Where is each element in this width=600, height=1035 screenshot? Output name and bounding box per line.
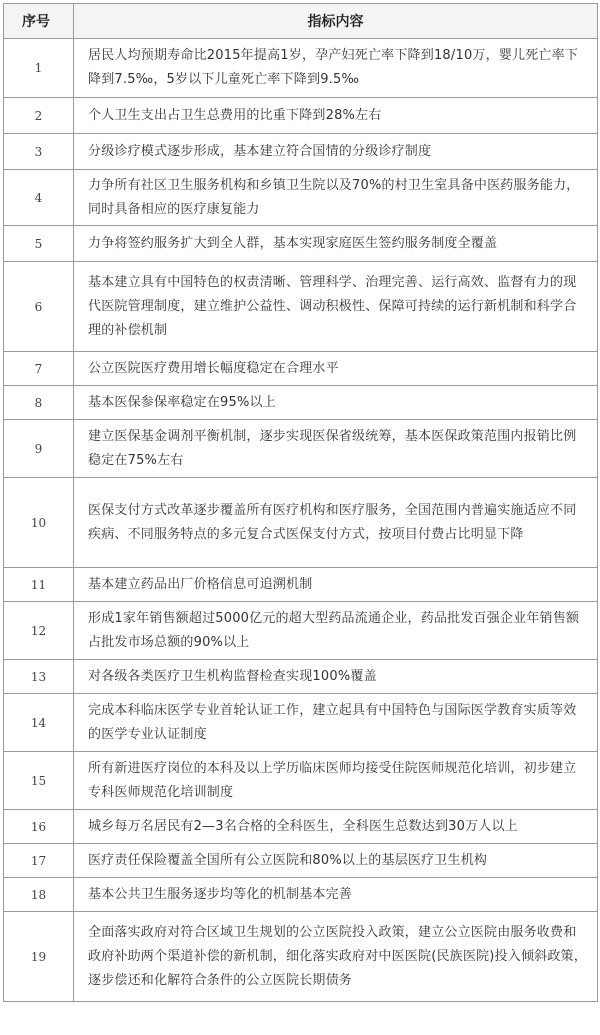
row-text: 力争所有社区卫生服务机构和乡镇卫生院以及70%的村卫生室具备中医药服务能力，同时具备相应的医疗康复能力 bbox=[74, 170, 598, 226]
table-row bbox=[4, 98, 598, 134]
row-text: 形成1家年销售额超过5000亿元的超大型药品流通企业，药品批发百强企业年销售额占批发市场总额的90%以上 bbox=[74, 602, 598, 660]
table-header-row bbox=[4, 4, 598, 39]
row-text: 对各级各类医疗卫生机构监督检查实现100%覆盖 bbox=[74, 660, 598, 694]
row-text: 基本公共卫生服务逐步均等化的机制基本完善 bbox=[74, 878, 598, 912]
row-number: 9 bbox=[4, 420, 74, 478]
table-row bbox=[4, 694, 598, 752]
row-text: 全面落实政府对符合区域卫生规划的公立医院投入政策，建立公立医院由服务收费和政府补助两个渠道补偿的新机制，细化落实政府对中医医院(民族医院)投入倾斜政策，逐步偿还和化解符合条件的公立医院长期债务 bbox=[74, 912, 598, 1002]
row-number: 13 bbox=[4, 660, 74, 694]
row-text: 城乡每万名居民有2—3名合格的全科医生，全科医生总数达到30万人以上 bbox=[74, 810, 598, 844]
row-text: 基本医保参保率稳定在95%以上 bbox=[74, 386, 598, 420]
row-number: 4 bbox=[4, 170, 74, 226]
row-number: 17 bbox=[4, 844, 74, 878]
row-text: 建立医保基金调剂平衡机制，逐步实现医保省级统筹，基本医保政策范围内报销比例稳定在75%左右 bbox=[74, 420, 598, 478]
table-row bbox=[4, 170, 598, 226]
row-text: 基本建立药品出厂价格信息可追溯机制 bbox=[74, 568, 598, 602]
table-row bbox=[4, 660, 598, 694]
row-number: 14 bbox=[4, 694, 74, 752]
row-text: 居民人均预期寿命比2015年提高1岁，孕产妇死亡率下降到18/10万，婴儿死亡率下降到7.5‰，5岁以下儿童死亡率下降到9.5‰ bbox=[74, 39, 598, 98]
row-number: 16 bbox=[4, 810, 74, 844]
row-number: 11 bbox=[4, 568, 74, 602]
row-text: 公立医院医疗费用增长幅度稳定在合理水平 bbox=[74, 352, 598, 386]
table-row bbox=[4, 352, 598, 386]
table-row bbox=[4, 602, 598, 660]
row-number: 15 bbox=[4, 752, 74, 810]
row-number: 3 bbox=[4, 134, 74, 170]
row-number: 12 bbox=[4, 602, 74, 660]
table-row bbox=[4, 752, 598, 810]
row-number: 2 bbox=[4, 98, 74, 134]
row-number: 18 bbox=[4, 878, 74, 912]
table-row bbox=[4, 844, 598, 878]
table-row bbox=[4, 478, 598, 568]
row-number: 8 bbox=[4, 386, 74, 420]
row-text: 分级诊疗模式逐步形成，基本建立符合国情的分级诊疗制度 bbox=[74, 134, 598, 170]
table-row bbox=[4, 134, 598, 170]
row-text: 所有新进医疗岗位的本科及以上学历临床医师均接受住院医师规范化培训，初步建立专科医师规范化培训制度 bbox=[74, 752, 598, 810]
row-number: 5 bbox=[4, 226, 74, 262]
header-no: 序号 bbox=[4, 4, 74, 39]
row-number: 10 bbox=[4, 478, 74, 568]
row-text: 个人卫生支出占卫生总费用的比重下降到28%左右 bbox=[74, 98, 598, 134]
table-row bbox=[4, 568, 598, 602]
table-row bbox=[4, 226, 598, 262]
row-text: 医疗责任保险覆盖全国所有公立医院和80%以上的基层医疗卫生机构 bbox=[74, 844, 598, 878]
table-row bbox=[4, 420, 598, 478]
row-number: 1 bbox=[4, 39, 74, 98]
row-text: 力争将签约服务扩大到全人群，基本实现家庭医生签约服务制度全覆盖 bbox=[74, 226, 598, 262]
row-number: 19 bbox=[4, 912, 74, 1002]
table-row bbox=[4, 262, 598, 352]
table-row bbox=[4, 912, 598, 1002]
row-number: 7 bbox=[4, 352, 74, 386]
row-text: 医保支付方式改革逐步覆盖所有医疗机构和医疗服务，全国范围内普遍实施适应不同疾病、不同服务特点的多元复合式医保支付方式，按项目付费占比明显下降 bbox=[74, 478, 598, 568]
table-row bbox=[4, 39, 598, 98]
indicator-table bbox=[3, 3, 598, 1002]
header-content: 指标内容 bbox=[74, 4, 598, 39]
table-row bbox=[4, 878, 598, 912]
table-row bbox=[4, 386, 598, 420]
row-text: 完成本科临床医学专业首轮认证工作，建立起具有中国特色与国际医学教育实质等效的医学专业认证制度 bbox=[74, 694, 598, 752]
table-row bbox=[4, 810, 598, 844]
row-number: 6 bbox=[4, 262, 74, 352]
row-text: 基本建立具有中国特色的权责清晰、管理科学、治理完善、运行高效、监督有力的现代医院管理制度，建立维护公益性、调动积极性、保障可持续的运行新机制和科学合理的补偿机制 bbox=[74, 262, 598, 352]
